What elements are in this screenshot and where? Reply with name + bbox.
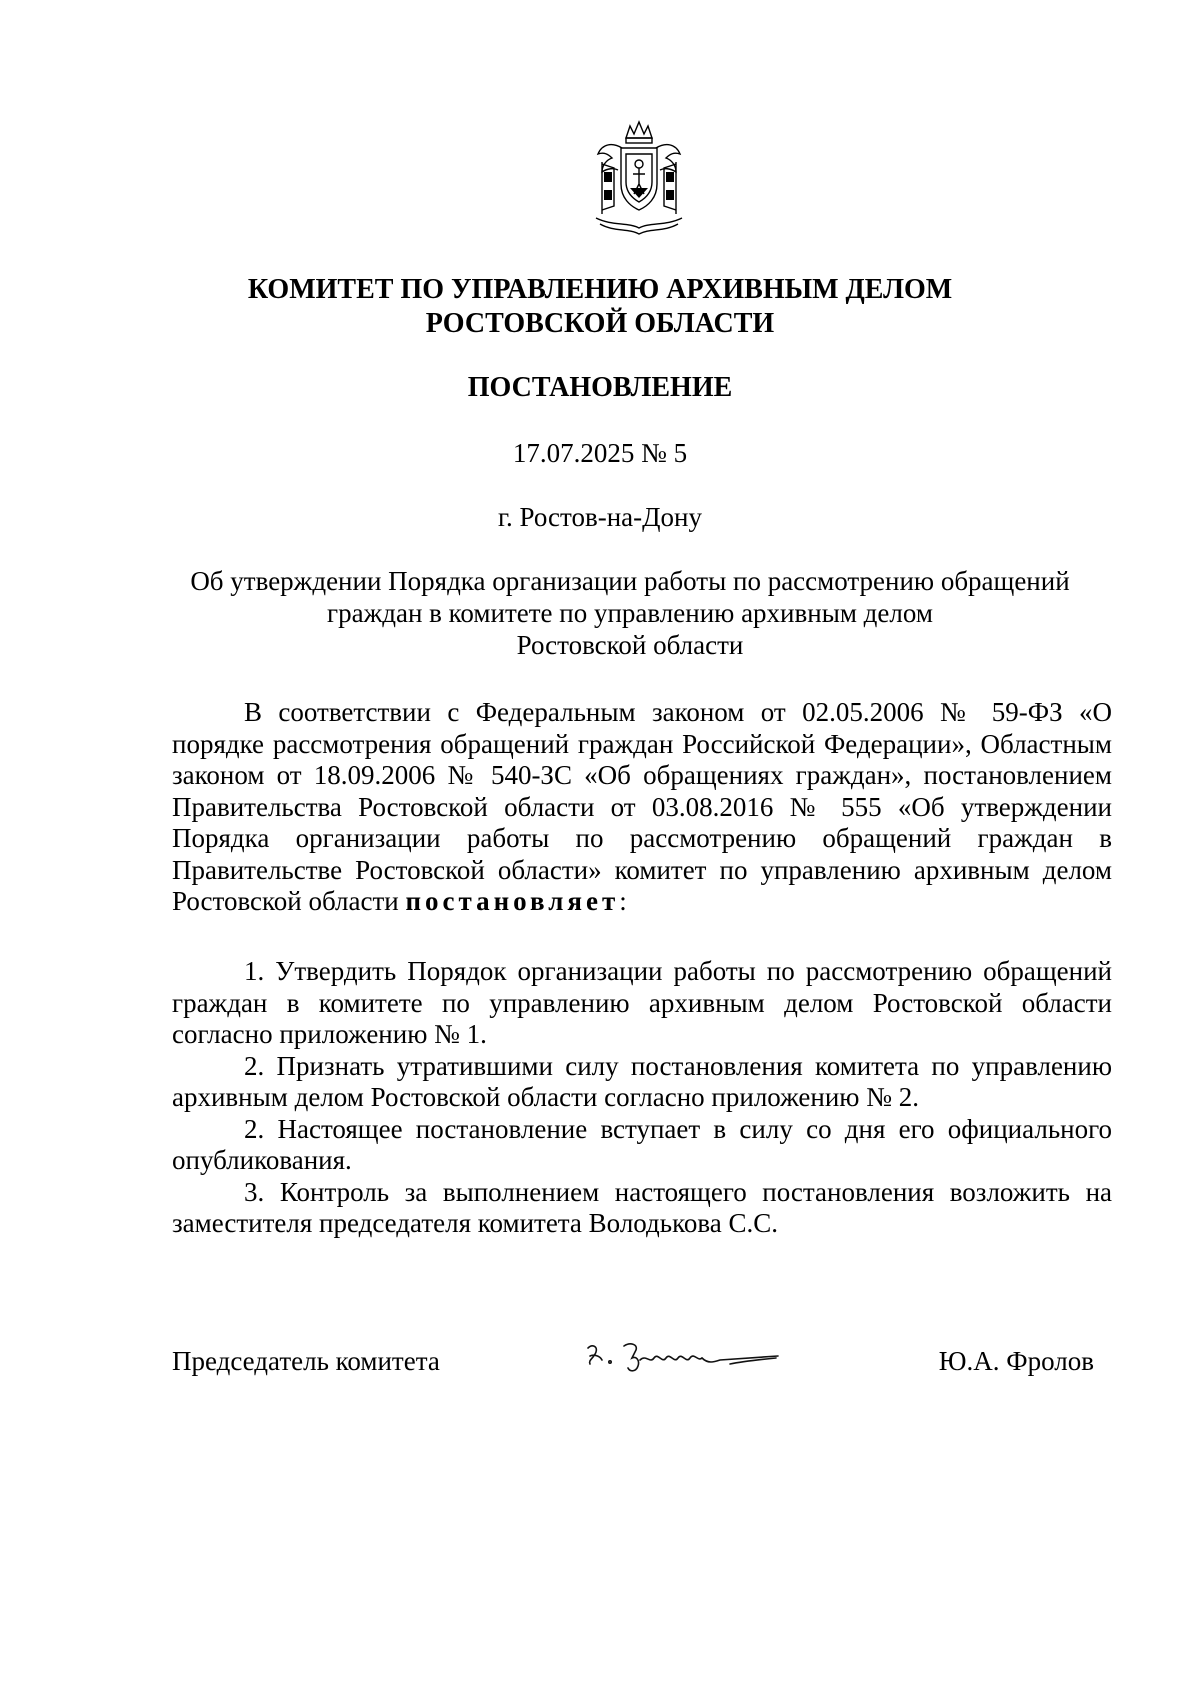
signatory-position: Председатель комитета	[172, 1346, 440, 1376]
resolution-item: 2. Признать утратившими силу постановления комитета по управлению архивным делом Ростовской области согласно приложению № 2.	[172, 1050, 1112, 1112]
document-date-number: 17.07.2025 № 5	[512, 438, 688, 468]
subject-line3: Ростовской области	[516, 630, 744, 660]
preamble-paragraph	[172, 697, 1112, 918]
subject-line2: граждан в комитете по управлению архивным делом	[327, 598, 933, 628]
resolution-item: 1. Утвердить Порядок организации работы по рассмотрению обращений граждан в комитете по управлению архивным делом Ростовской области согласно приложению № 1.	[172, 956, 1112, 1049]
document-type: ПОСТАНОВЛЕНИЕ	[467, 372, 733, 403]
signatory-name: Ю.А. Фролов	[938, 1346, 1094, 1376]
preamble-text: В соответствии с Федеральным законом от 02.05.2006 № 59-ФЗ «О порядке рассмотрения обращений граждан Российской Федерации», Областным законом от 18.09.2006 № 540-ЗС «Об обращениях граждан», постановлением Правительства Ростовской области от 03.08.2016 № 555 «Об утверждении Порядка организации работы по рассмотрению обращений граждан в Правительстве Ростовской области» комитет по управлению архивным делом Ростовской области	[172, 697, 1112, 916]
document-subject	[160, 565, 1100, 661]
resolution-item: 2. Настоящее постановление вступает в силу со дня его официального опубликования.	[172, 1113, 1112, 1175]
resolves-word: постановляет	[405, 886, 620, 916]
resolution-items	[172, 956, 1112, 1240]
coat-of-arms-emblem	[588, 118, 690, 236]
handwritten-signature	[580, 1334, 780, 1376]
signature-block	[172, 1344, 1094, 1384]
resolution-item: 3. Контроль за выполнением настоящего постановления возложить на заместителя председателя комитета Володькова С.С.	[172, 1176, 1112, 1238]
preamble-colon: :	[619, 886, 627, 916]
subject-line1: Об утверждении Порядка организации работы по рассмотрению обращений	[190, 566, 1070, 596]
organization-title	[0, 273, 1200, 341]
organization-title-line1: КОМИТЕТ ПО УПРАВЛЕНИЮ АРХИВНЫМ ДЕЛОМ	[247, 274, 953, 305]
organization-title-line2: РОСТОВСКОЙ ОБЛАСТИ	[425, 308, 775, 339]
document-city: г. Ростов-на-Дону	[497, 502, 702, 532]
